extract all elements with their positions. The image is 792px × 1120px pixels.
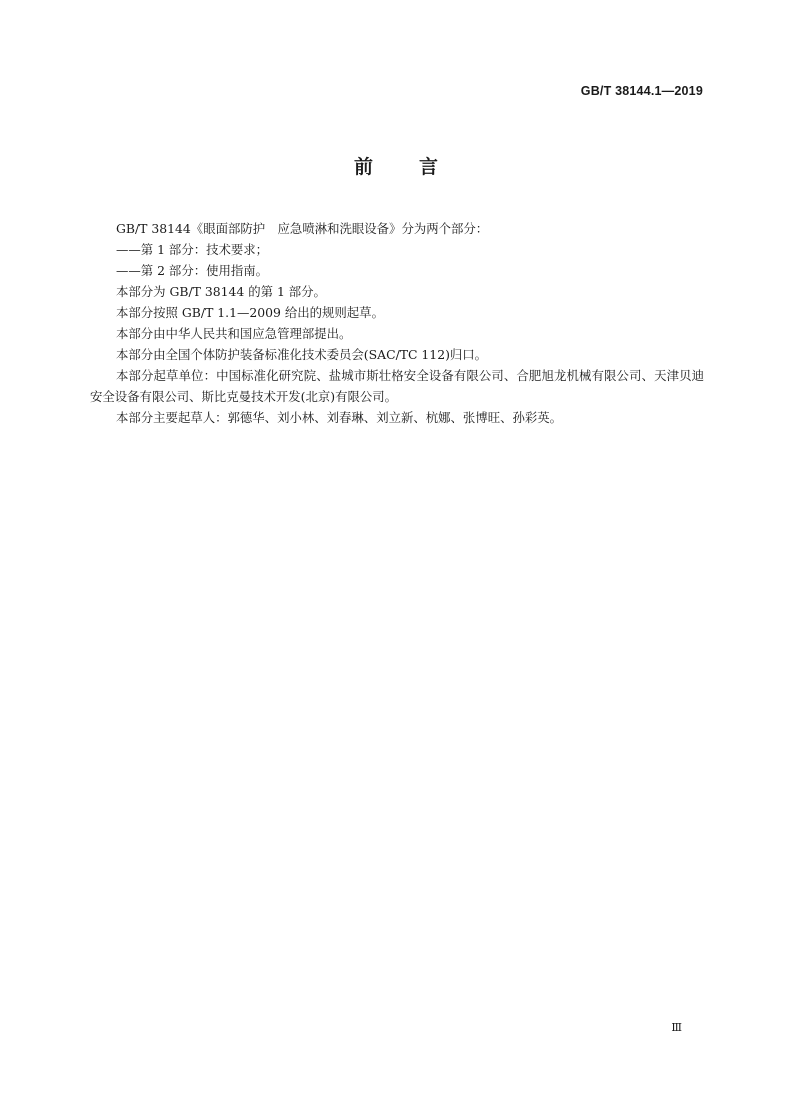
foreword-body bbox=[90, 218, 704, 428]
page-title: 前言 bbox=[353, 156, 484, 178]
page-number: Ⅲ bbox=[671, 1021, 682, 1034]
paragraph-committee: 本部分由全国个体防护装备标准化技术委员会(SAC/TC 112)归口。 bbox=[116, 347, 488, 362]
paragraph-proposer: 本部分由中华人民共和国应急管理部提出。 bbox=[116, 326, 352, 341]
list-item-part-2: ——第 2 部分：使用指南。 bbox=[116, 263, 269, 278]
paragraph-drafting-rules: 本部分按照 GB/T 1.1—2009 给出的规则起草。 bbox=[116, 305, 384, 320]
paragraph-drafters: 本部分主要起草人：郭德华、刘小林、刘春琳、刘立新、杭娜、张博旺、孙彩英。 bbox=[116, 410, 563, 425]
list-item-part-1: ——第 1 部分：技术要求； bbox=[116, 242, 269, 257]
paragraph-drafting-units: 本部分起草单位：中国标准化研究院、盐城市斯壮格安全设备有限公司、合肥旭龙机械有限公司、天津贝迪安全设备有限公司、斯比克曼技术开发(北京)有限公司。 bbox=[90, 368, 704, 404]
paragraph-intro: GB/T 38144《眼面部防护 应急喷淋和洗眼设备》分为两个部分： bbox=[116, 221, 489, 236]
standard-code-header: GB/T 38144.1—2019 bbox=[580, 84, 703, 98]
paragraph-part-statement: 本部分为 GB/T 38144 的第 1 部分。 bbox=[116, 284, 326, 299]
